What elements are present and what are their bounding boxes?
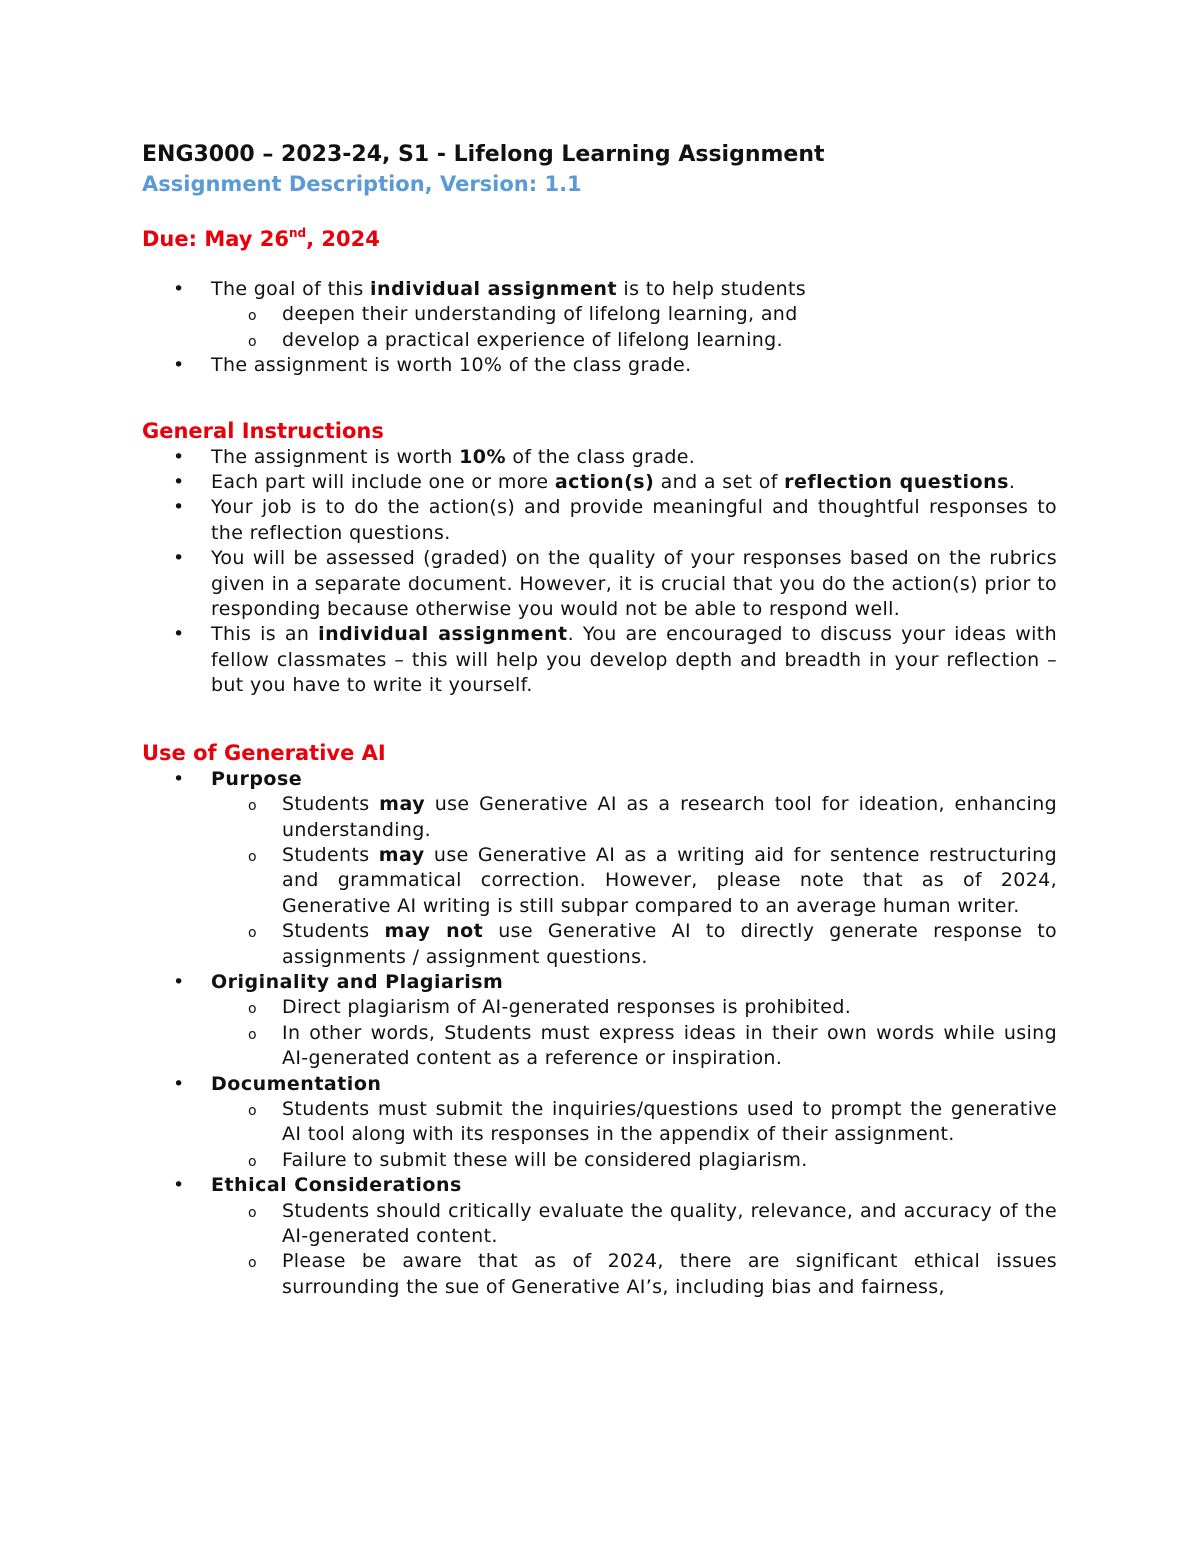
text: Students [282,843,379,866]
text: and a set of [654,471,785,494]
bold-text: individual assignment [318,623,568,646]
document-title: ENG3000 – 2023-24, S1 - Lifelong Learning Assignment [142,142,825,167]
bold-text: Purpose [211,767,303,790]
due-date-ordinal: nd [288,226,307,240]
sublist-item [142,843,1057,919]
list-item [142,622,1057,698]
text: use Generative AI as a writing aid for sentence restructuring and grammatical correction. However, please note that as of 2024, Generative AI writing is still subpar compared to an average human writer. [282,843,1057,917]
sublist-item: o Please be aware that as of 2024, there are significant ethical issues surrounding the sue of Generative AI’s, including bias and fairness, [142,1249,1057,1300]
list-item: • Your job is to do the action(s) and provide meaningful and thoughtful responses to the reflection questions. [142,495,1057,546]
bold-text: action(s) [554,471,655,494]
documentation-sublist [211,1097,1057,1173]
text: . You are encouraged to discuss your ideas with fellow classmates – this will help you develop depth and breadth in your reflection – but you have to write it yourself. [211,623,1057,697]
due-date-year: , 2024 [306,227,380,251]
intro-list [142,277,1057,379]
ethics-sublist [211,1199,1057,1301]
goal-sublist [211,302,1057,353]
bold-text: may [378,843,425,866]
text: . [1008,471,1016,494]
list-item [142,470,1057,495]
sublist-item: o develop a practical experience of lifelong learning. [142,328,1057,353]
bold-text: individual assignment [370,278,618,300]
text: The goal of this [211,278,371,300]
document-subtitle: Assignment Description, Version: 1.1 [142,172,582,196]
purpose-sublist [211,792,1057,970]
sublist-item [142,919,1057,970]
bold-text: may [379,793,426,816]
list-item-documentation [142,1072,1057,1174]
list-item-worth: • The assignment is worth 10% of the class grade. [142,353,1057,378]
sublist-item: o Failure to submit these will be considered plagiarism. [142,1148,1057,1173]
text: use Generative AI to directly generate response to assignments / assignment questions. [282,920,1058,968]
text: Each part will include one or more [211,471,555,494]
sublist-item: o In other words, Students must express ideas in their own words while using AI-generated content as a reference or inspiration. [142,1021,1057,1072]
text: of the class grade. [506,445,696,468]
list-item-originality [142,970,1057,1072]
list-item-ethics [142,1173,1057,1300]
bold-text: Ethical Considerations [211,1174,462,1197]
general-list [142,445,1057,699]
due-date [142,224,1057,254]
list-item-purpose [142,767,1057,970]
list-item: • You will be assessed (graded) on the quality of your responses based on the rubrics given in a separate document. However, it is crucial that you do the action(s) prior to responding because otherwise you would not be able to respond well. [142,546,1057,622]
sublist-item [142,792,1057,843]
originality-sublist [211,995,1057,1071]
text: Students [282,793,380,816]
sublist-item: o Students should critically evaluate the quality, relevance, and accuracy of the AI-generated content. [142,1199,1057,1250]
sublist-item: o Students must submit the inquiries/questions used to prompt the generative AI tool along with its responses in the appendix of their assignment. [142,1097,1057,1148]
text: This is an [211,623,319,646]
genai-list [142,767,1057,1301]
bold-text: Originality and Plagiarism [211,970,504,993]
text: Students [282,920,385,943]
due-date-prefix: Due: May 26 [142,227,289,251]
bold-text: reflection questions [784,471,1009,494]
text: is to help students [617,278,807,300]
section-heading-general: General Instructions [142,418,384,443]
sublist-item: o Direct plagiarism of AI-generated responses is prohibited. [142,995,1057,1020]
document-body [142,140,1057,1300]
sublist-item: o deepen their understanding of lifelong learning, and [142,302,1057,327]
section-heading-genai: Use of Generative AI [142,740,386,765]
text: use Generative AI as a research tool for ideation, enhancing understanding. [282,793,1057,841]
bold-text: may not [384,920,484,943]
bold-text: Documentation [211,1072,382,1095]
list-item [142,445,1057,470]
text: The assignment is worth [211,445,460,468]
list-item-goal [142,277,1057,353]
bold-text: 10% [459,445,507,468]
